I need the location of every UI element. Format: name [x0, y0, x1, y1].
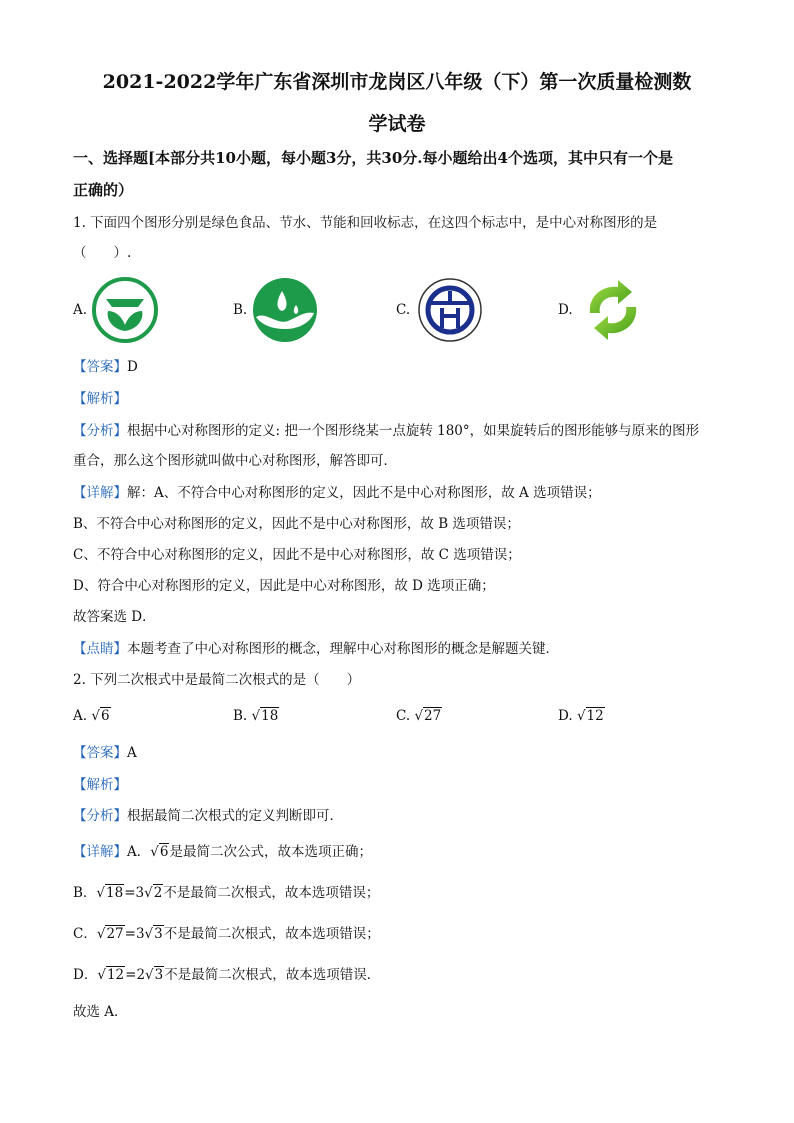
q2-option-c-radical: √27 [414, 708, 442, 724]
q2-detail-b-rhs: √2 [144, 885, 163, 901]
q2-detail-a: 【详解】A．√6是最简二次公式，故本选项正确； [73, 844, 372, 860]
recycle-logo [580, 277, 646, 343]
q2-stem: 2. 下列二次根式中是最简二次根式的是（ ） [73, 672, 361, 688]
q1-answer [73, 357, 733, 377]
q1-xiangjie-line1 [73, 483, 733, 503]
q2-option-b-label: B. [233, 708, 248, 724]
q2-fenxi [73, 806, 733, 826]
q2-fenxi-text: 根据最简二次根式的定义判断即可． [127, 808, 343, 824]
q2-option-c [396, 706, 442, 726]
fenxi-tag: 【分析】 [73, 423, 127, 439]
q1-option-a-label: A. [73, 302, 88, 318]
q2-analysis-tag: 【解析】 [73, 777, 127, 793]
section-heading-line2: 正确的） [73, 181, 134, 199]
green-food-logo [92, 277, 158, 343]
q2-detail-d-rhs: √3 [145, 967, 164, 983]
section-heading-line1: 一、选择题[本部分共10小题，每小题3分，共30分.每小题给出4个选项，其中只有一个是 [73, 149, 673, 167]
q2-option-a [73, 706, 111, 726]
q1-xiangjie-text1: 解：A、不符合中心对称图形的定义，因此不是中心对称图形，故 A 选项错误； [127, 485, 601, 501]
dianjing-tag: 【点睛】 [73, 641, 127, 657]
q1-fenxi-line2: 重合，那么这个图形就叫做中心对称图形，解答即可． [73, 453, 397, 469]
q1-xiangjie-line3: C、不符合中心对称图形的定义，因此不是中心对称图形，故 C 选项错误； [73, 547, 521, 563]
q2-option-c-label: C. [396, 708, 411, 724]
answer-tag: 【答案】 [73, 359, 127, 375]
q1-analysis-tag: 【解析】 [73, 391, 127, 407]
q2-option-b [233, 706, 279, 726]
exam-title-line2: 学试卷 [368, 113, 426, 135]
q1-answer-value: D [127, 359, 138, 375]
q2-answer [73, 743, 733, 763]
q1-option-d-label: D. [558, 302, 573, 318]
q2-detail-c-lhs: √27 [96, 926, 124, 942]
q1-option-c-label: C. [396, 302, 411, 318]
q1-option-b-label: B. [233, 302, 248, 318]
q2-detail-c: C．√27=3√3不是最简二次根式，故本选项错误； [73, 926, 380, 942]
exam-title-line1: 2021-2022学年广东省深圳市龙岗区八年级（下）第一次质量检测数 [102, 71, 692, 93]
q1-stem-line2: （ ）. [73, 245, 132, 261]
q2-detail-a-lhs: √6 [150, 844, 169, 860]
q2-detail-c-rhs: √3 [144, 926, 163, 942]
q2-option-d-radical: √12 [576, 708, 604, 724]
answer-tag: 【答案】 [73, 745, 127, 761]
q2-detail-d: D．√12=2√3不是最简二次根式，故本选项错误． [73, 967, 381, 983]
q1-xiangjie-line4: D、符合中心对称图形的定义，因此是中心对称图形，故 D 选项正确； [73, 578, 495, 594]
xiangjie-tag: 【详解】 [73, 844, 127, 860]
q2-option-b-radical: √18 [251, 708, 279, 724]
q2-detail-d-lhs: √12 [97, 967, 125, 983]
q2-detail-b-lhs: √18 [96, 885, 124, 901]
q2-answer-value: A [127, 745, 137, 761]
water-saving-logo [252, 277, 318, 343]
q2-option-a-radical: √6 [91, 708, 110, 724]
energy-saving-logo [417, 277, 483, 343]
q2-option-d [558, 706, 605, 726]
q1-xiangjie-line2: B、不符合中心对称图形的定义，因此不是中心对称图形，故 B 选项错误； [73, 516, 520, 532]
fenxi-tag: 【分析】 [73, 808, 127, 824]
q2-option-a-label: A. [73, 708, 88, 724]
q2-detail-b: B．√18=3√2不是最简二次根式，故本选项错误； [73, 885, 380, 901]
q1-fenxi-line1 [73, 421, 733, 441]
q2-conclusion: 故选 A． [73, 1004, 128, 1020]
q1-dianjing-text: 本题考查了中心对称图形的概念，理解中心对称图形的概念是解题关键． [127, 641, 559, 657]
q1-stem-line1: 1. 下面四个图形分别是绿色食品、节水、节能和回收标志，在这四个标志中，是中心对称图形的是 [73, 215, 658, 231]
q1-conclusion: 故答案选 D． [73, 609, 156, 625]
q1-fenxi-text1: 根据中心对称图形的定义: 把一个图形绕某一点旋转 180°，如果旋转后的图形能够与原来的图形 [127, 423, 700, 439]
xiangjie-tag: 【详解】 [73, 485, 127, 501]
q2-option-d-label: D. [558, 708, 573, 724]
q1-dianjing [73, 639, 733, 659]
